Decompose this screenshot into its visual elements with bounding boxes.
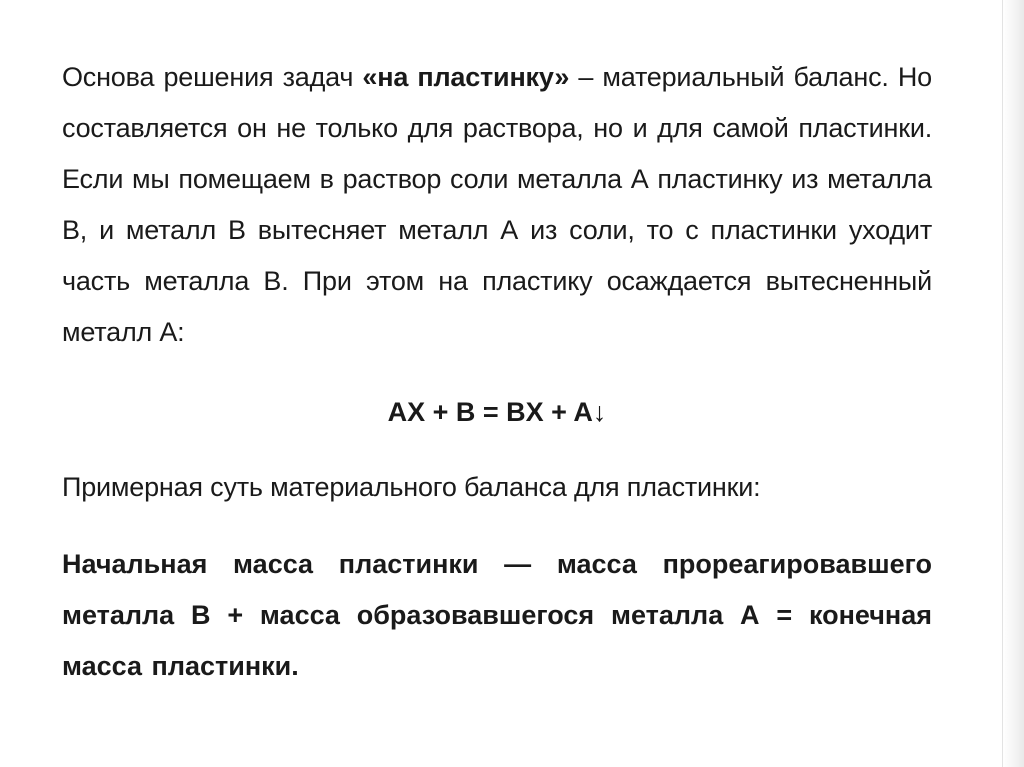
- balance-intro-paragraph: Примерная суть материального баланса для пластинки:: [62, 472, 761, 502]
- intro-text-before: Основа решения задач: [62, 62, 363, 92]
- intro-paragraph: [62, 52, 932, 358]
- intro-text-after: – материальный баланс. Но составляется он не только для раствора, но и для самой пластинки. Если мы помещаем в раствор соли металла А пластинку из металла В, и металл В вытесняет металл А из соли, то с пластинки уходит часть металла В. При этом на пластику осаждается вытесненный металл А:: [62, 62, 932, 347]
- reaction-equation: AX + B = BX + A↓: [387, 397, 607, 427]
- document-page: [62, 52, 932, 692]
- intro-highlight: «на пластинку»: [362, 62, 570, 92]
- slide-edge-shadow: [1002, 0, 1024, 767]
- balance-rule-paragraph: Начальная масса пластинки — масса прореагировавшего металла В + масса образовавшегося металла А = конечная масса пластинки.: [62, 549, 932, 681]
